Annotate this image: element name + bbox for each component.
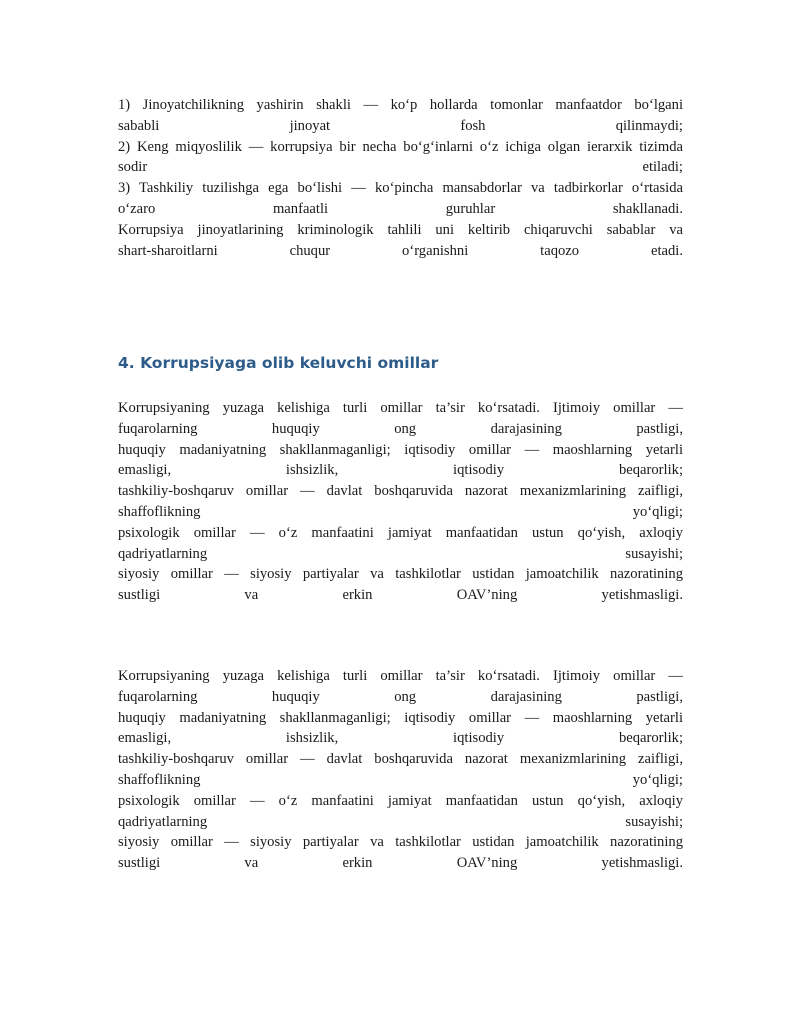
paragraph-line: sustligi va erkin OAV’ning yetishmasligi. bbox=[118, 587, 683, 604]
section-heading: 4. Korrupsiyaga olib keluvchi omillar bbox=[118, 354, 439, 372]
paragraph-line: qadriyatlarning susayishi; bbox=[118, 545, 683, 562]
factors-paragraph-1 bbox=[118, 398, 683, 606]
paragraph-line: tashkiliy-boshqaruv omillar — davlat boshqaruvida nazorat mexanizmlarining zaifligi, bbox=[118, 483, 683, 500]
intro-line: o‘zaro manfaatli guruhlar shakllanadi. bbox=[118, 200, 683, 217]
paragraph-line: psixologik omillar — o‘z manfaatini jamiyat manfaatidan ustun qo‘yish, axloqiy bbox=[118, 524, 683, 541]
paragraph-line: emasligi, ishsizlik, iqtisodiy beqarorlik; bbox=[118, 462, 683, 479]
factors-paragraph-2 bbox=[118, 666, 683, 874]
intro-line: 2) Keng miqyoslilik — korrupsiya bir necha bo‘g‘inlarni o‘z ichiga olgan ierarxik tizimda bbox=[118, 138, 683, 155]
paragraph-line: fuqarolarning huquqiy ong darajasining pastligi, bbox=[118, 688, 683, 705]
intro-line: 1) Jinoyatchilikning yashirin shakli — ko‘p hollarda tomonlar manfaatdor bo‘lgani bbox=[118, 97, 683, 113]
paragraph-line: huquqiy madaniyatning shakllanmaganligi; iqtisodiy omillar — maoshlarning yetarli bbox=[118, 709, 683, 726]
intro-line: 3) Tashkiliy tuzilishga ega bo‘lishi — ko‘pincha mansabdorlar va tadbirkorlar o‘rtasida bbox=[118, 180, 683, 197]
paragraph-line: qadriyatlarning susayishi; bbox=[118, 813, 683, 830]
intro-line: sababli jinoyat fosh qilinmaydi; bbox=[118, 117, 683, 134]
paragraph-line: siyosiy omillar — siyosiy partiyalar va tashkilotlar ustidan jamoatchilik nazoratining bbox=[118, 566, 683, 583]
paragraph-line: Korrupsiyaning yuzaga kelishiga turli omillar ta’sir ko‘rsatadi. Ijtimoiy omillar — bbox=[118, 400, 683, 416]
paragraph-line: huquqiy madaniyatning shakllanmaganligi; iqtisodiy omillar — maoshlarning yetarli bbox=[118, 441, 683, 458]
intro-list bbox=[118, 95, 683, 261]
paragraph-line: siyosiy omillar — siyosiy partiyalar va tashkilotlar ustidan jamoatchilik nazoratining bbox=[118, 834, 683, 851]
paragraph-line: shaffoflikning yo‘qligi; bbox=[118, 503, 683, 520]
intro-line: shart-sharoitlarni chuqur o‘rganishni taqozo etadi. bbox=[118, 242, 683, 259]
paragraph-line: sustligi va erkin OAV’ning yetishmasligi. bbox=[118, 855, 683, 872]
intro-line: sodir etiladi; bbox=[118, 159, 683, 176]
paragraph-line: psixologik omillar — o‘z manfaatini jamiyat manfaatidan ustun qo‘yish, axloqiy bbox=[118, 792, 683, 809]
paragraph-line: emasligi, ishsizlik, iqtisodiy beqarorlik; bbox=[118, 730, 683, 747]
paragraph-line: Korrupsiyaning yuzaga kelishiga turli omillar ta’sir ko‘rsatadi. Ijtimoiy omillar — bbox=[118, 668, 683, 684]
intro-line: Korrupsiya jinoyatlarining kriminologik tahlili uni keltirib chiqaruvchi sabablar va bbox=[118, 221, 683, 238]
paragraph-line: fuqarolarning huquqiy ong darajasining pastligi, bbox=[118, 420, 683, 437]
paragraph-line: shaffoflikning yo‘qligi; bbox=[118, 771, 683, 788]
paragraph-line: tashkiliy-boshqaruv omillar — davlat boshqaruvida nazorat mexanizmlarining zaifligi, bbox=[118, 751, 683, 768]
